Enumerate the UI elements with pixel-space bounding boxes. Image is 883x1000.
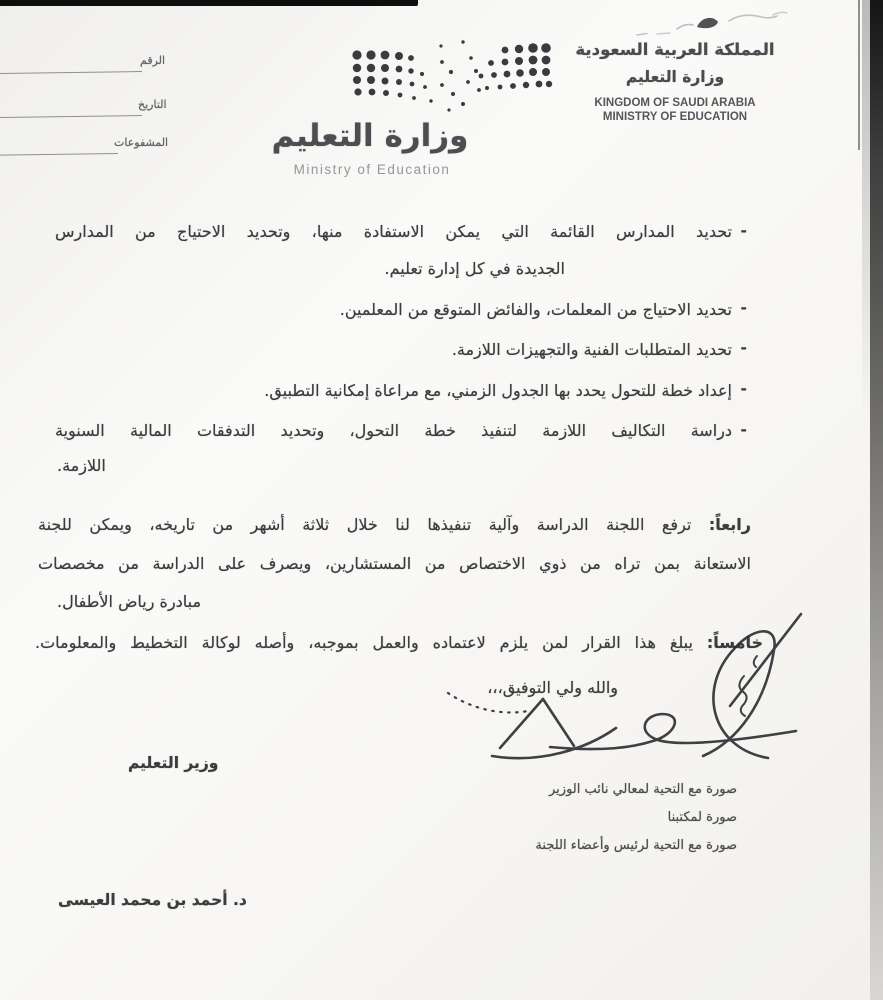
signatory-name: د. أحمد بن محمد العيسى <box>58 891 247 909</box>
bullet-marker: - <box>740 379 747 398</box>
ref-number-label: الرقم <box>140 54 166 67</box>
ref-attachments-line <box>0 153 118 156</box>
paragraph-fourth-line-2: الاستعانة بمن تراه من ذوي الاختصاص من المستشارين، ويصرف على الدراسة من مخصصات <box>38 554 751 573</box>
bullet-2-line-1: تحديد الاحتياج من المعلمات، والفائض المتوقع من المعلمين. <box>339 300 732 319</box>
signatory-title: وزير التعليم <box>128 754 219 772</box>
ref-number-line <box>0 71 142 74</box>
cc-line-3: صورة مع التحية لرئيس وأعضاء اللجنة <box>535 838 737 853</box>
scan-edge-right <box>870 0 883 1000</box>
bullet-marker: - <box>740 221 747 240</box>
cc-line-2: صورة لمكتبنا <box>667 810 737 825</box>
paragraph-fourth-line-1: رابعاً: ترفع اللجنة الدراسة وآلية تنفيذها لنا خلال ثلاثة أشهر من تاريخه، ويمكن للجنة <box>38 515 751 534</box>
letterhead <box>568 40 782 124</box>
bullet-3-line-1: تحديد المتطلبات الفنية والتجهيزات اللازمة. <box>451 340 732 359</box>
ref-date-label: التاريخ <box>138 98 167 111</box>
letterhead-ministry-ar: وزارة التعليم <box>625 68 725 86</box>
bullet-5-line-2: اللازمة. <box>57 456 106 475</box>
letterhead-english <box>568 96 782 124</box>
paragraph-fourth-line-3: مبادرة رياض الأطفال. <box>57 592 202 611</box>
ref-attachments-label: المشفوعات <box>114 136 169 149</box>
signature-icon <box>400 598 830 778</box>
bullet-1-line-1: تحديد المدارس القائمة التي يمكن الاستفادة منها، وتحديد الاحتياج من المدارس <box>55 222 732 241</box>
letterhead-ministry-en: MINISTRY OF EDUCATION <box>602 111 748 123</box>
bullet-4-line-1: إعداد خطة للتحول يحدد بها الجدول الزمني، مع مراعاة إمكانية التطبيق. <box>264 381 732 400</box>
ministry-logo-arabic-wordmark: وزارة التعليم <box>271 118 469 154</box>
letterhead-kingdom-en: KINGDOM OF SAUDI ARABIA <box>594 97 756 109</box>
handwritten-note-icon <box>633 5 808 41</box>
paragraph-fifth-lead: خامساً: <box>706 633 763 652</box>
ministry-logo-dots-icon <box>345 38 557 116</box>
scan-edge-top <box>0 0 418 6</box>
scan-edge-right-shadow <box>862 0 870 420</box>
bullet-1-line-2: الجديدة في كل إدارة تعليم. <box>384 259 565 278</box>
bullet-5-line-1: دراسة التكاليف اللازمة لتنفيذ خطة التحول، وتحديد التدفقات المالية السنوية <box>55 421 732 440</box>
paragraph-fourth-lead: رابعاً: <box>708 515 751 534</box>
closing-line: والله ولي التوفيق،،، <box>487 678 618 697</box>
bullet-marker: - <box>740 420 747 439</box>
bullet-marker: - <box>740 298 747 317</box>
letterhead-kingdom-ar: المملكة العربية السعودية <box>575 40 775 59</box>
ref-date-line <box>0 115 142 118</box>
paragraph-fifth-line-1: خامساً: يبلغ هذا القرار لمن يلزم لاعتماده والعمل بموجبه، وأصله لوكالة التخطيط والمعلومات. <box>35 633 763 652</box>
reference-fields <box>0 46 230 166</box>
scan-edge-fold-line <box>858 0 860 150</box>
ministry-logo <box>260 36 560 181</box>
bullet-marker: - <box>740 338 747 357</box>
ministry-logo-english-wordmark: Ministry of Education <box>293 162 451 177</box>
cc-line-1: صورة مع التحية لمعالي نائب الوزير <box>549 782 737 797</box>
